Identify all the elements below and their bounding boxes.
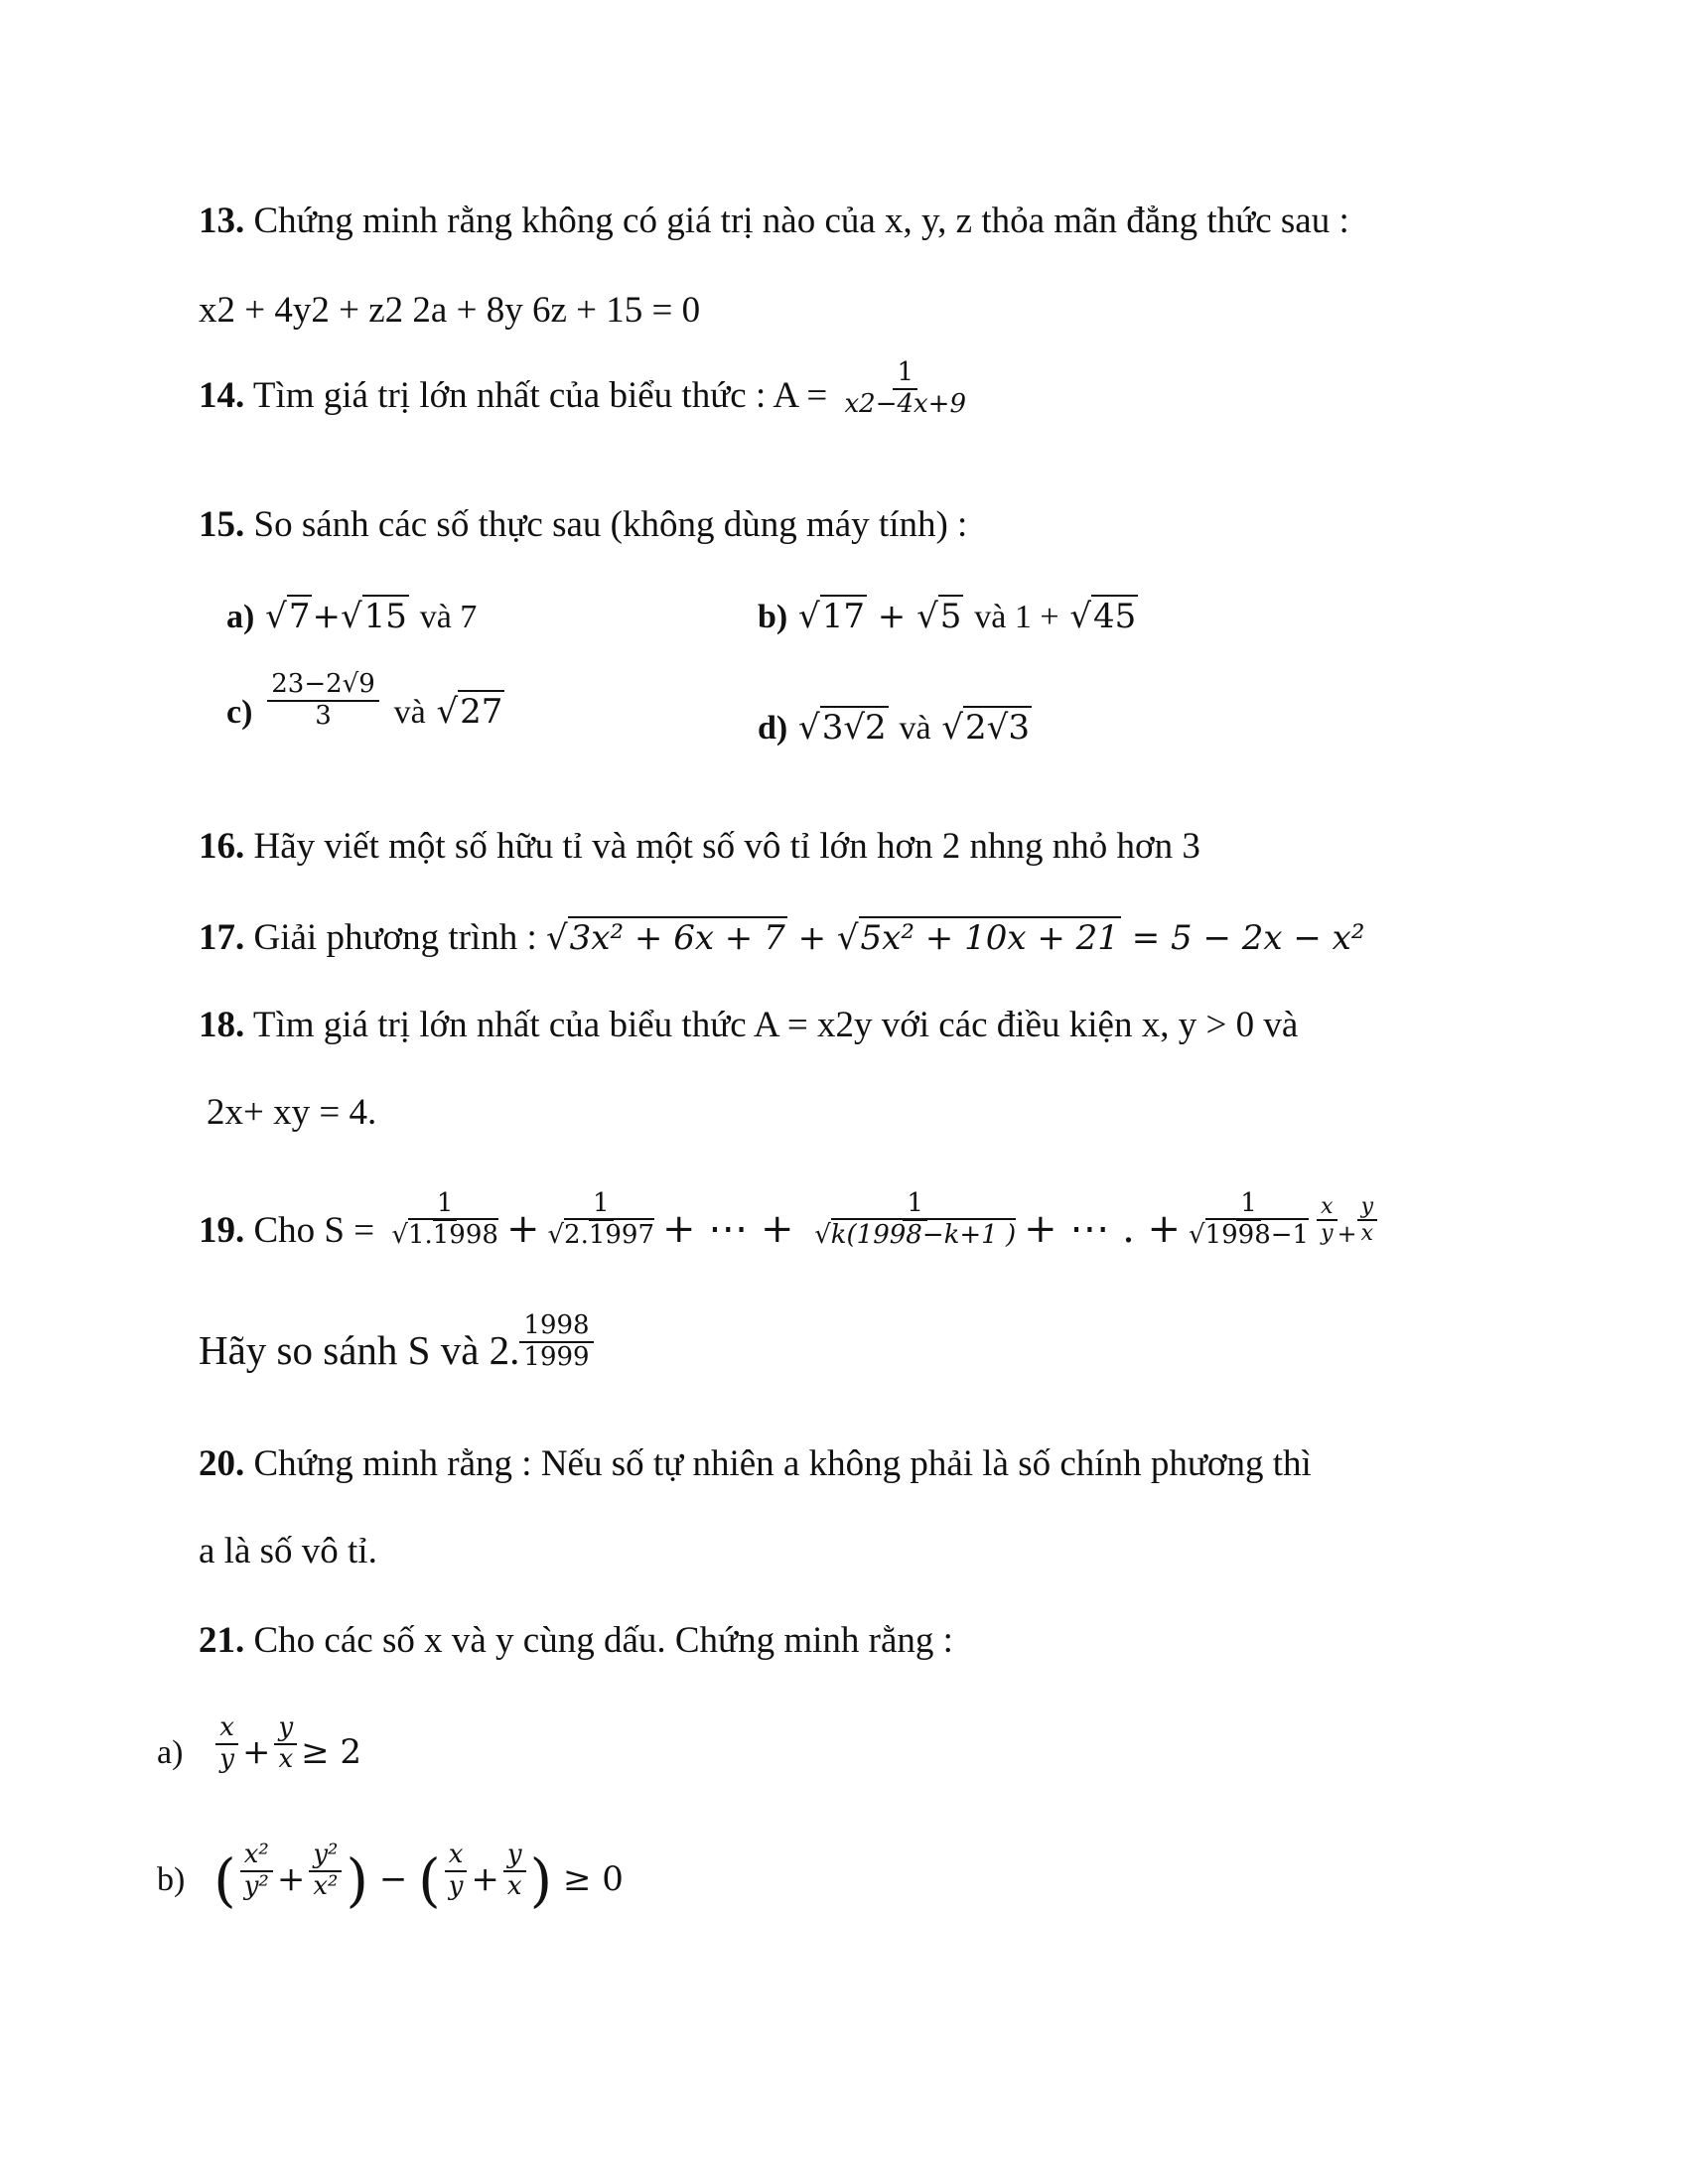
numerator: 1 <box>893 358 917 390</box>
denominator: x2−4x+9 <box>844 388 967 419</box>
sqrt: √5 <box>916 597 962 636</box>
problem-text: Chứng minh rằng không có giá trị nào của x, y, z thỏa mãn đẳng thức sau : <box>253 201 1349 241</box>
ellipsis: + ⋯ . + <box>1024 1206 1182 1252</box>
problem-text: Cho các số x và y cùng dấu. Chứng minh rằng : <box>253 1620 953 1661</box>
radicand: 15 <box>363 597 407 636</box>
denominator: x <box>506 1870 522 1901</box>
problem-number: 17. <box>199 917 245 958</box>
close-paren: ) <box>346 1846 369 1914</box>
numerator: 23−2√9 <box>267 670 379 702</box>
problem-15b <box>758 597 1138 636</box>
fraction <box>1357 1194 1377 1247</box>
radicand: 45 <box>1092 597 1137 636</box>
fraction <box>1185 1189 1313 1251</box>
problem-18 <box>199 1007 1298 1043</box>
problem-text: Giải phương trình : <box>253 917 537 958</box>
problem-16 <box>199 828 1200 865</box>
problem-17 <box>199 919 1364 956</box>
fraction <box>387 1189 502 1251</box>
ellipsis: + ⋯ + <box>662 1206 794 1252</box>
problem-number: 18. <box>199 1005 245 1045</box>
numerator: y² <box>309 1841 342 1872</box>
denominator: y <box>219 1743 234 1774</box>
minus-sign: − <box>378 1858 408 1899</box>
problem-21b <box>157 1840 624 1914</box>
plus-sign: + <box>471 1858 499 1899</box>
radicand: 3√2 <box>821 708 887 748</box>
numerator: 1998 <box>519 1311 593 1343</box>
plus-sign: + <box>877 597 907 636</box>
sqrt: √2√3 <box>941 708 1030 748</box>
sqrt: √7 <box>265 597 311 636</box>
radicand: 27 <box>460 692 503 732</box>
relation: ≥ 2 <box>301 1731 362 1772</box>
problem-number: 13. <box>199 201 245 241</box>
denominator: x <box>278 1743 294 1774</box>
numerator: x <box>215 1713 238 1745</box>
item-label: a) <box>226 599 255 635</box>
problem-19 <box>199 1188 1377 1252</box>
denominator: x² <box>313 1870 339 1901</box>
fraction <box>267 670 379 732</box>
plus-sign: + <box>1336 1220 1357 1248</box>
problem-21 <box>199 1622 953 1659</box>
fraction <box>274 1713 297 1775</box>
equals-sign: = <box>806 375 828 416</box>
compare-text: và <box>899 710 931 747</box>
problem-text: Hãy viết một số hữu tỉ và một số vô tỉ lớn hơn 2 nhng nhỏ hơn 3 <box>253 826 1200 867</box>
problem-number: 14. <box>199 375 245 416</box>
radicand: 2√3 <box>965 708 1030 748</box>
denominator: √k(1998−k+1 ) <box>814 1220 1017 1250</box>
problem-19-compare <box>199 1309 594 1373</box>
fraction <box>543 1189 658 1251</box>
radicand: 1998−1 <box>1204 1220 1310 1250</box>
numerator: x <box>445 1841 468 1872</box>
problem-text: Tìm giá trị lớn nhất của biểu thức : A <box>252 375 798 416</box>
problem-20 <box>199 1445 1312 1482</box>
fraction <box>519 1311 593 1373</box>
fraction <box>840 358 970 420</box>
plus-sign: + <box>505 1206 540 1252</box>
close-paren: ) <box>529 1846 553 1914</box>
fraction <box>309 1841 342 1902</box>
denominator: x <box>1360 1221 1374 1246</box>
plus-sign: + <box>797 918 827 958</box>
problem-15a <box>226 597 478 636</box>
open-paren: ( <box>418 1846 441 1914</box>
numerator: x <box>1317 1194 1336 1221</box>
problem-18-continued: 2x+ xy = 4. <box>207 1092 377 1133</box>
radicand: k(1998−k+1 ) <box>830 1220 1017 1250</box>
denominator: 1999 <box>523 1341 590 1372</box>
compare-text: và 7 <box>419 599 478 635</box>
fraction <box>215 1713 238 1775</box>
radicand: 17 <box>821 597 865 636</box>
problem-number: 21. <box>199 1620 245 1661</box>
numerator: y <box>274 1713 297 1745</box>
sqrt: √3x² + 6x + 7 <box>545 918 785 958</box>
fraction <box>240 1841 273 1902</box>
problem-number: 19. <box>199 1210 245 1251</box>
sqrt: √27 <box>436 692 503 732</box>
denominator: 3 <box>315 701 332 731</box>
denominator: √1.1998 <box>391 1220 498 1250</box>
fraction <box>503 1841 526 1902</box>
compare-text: và <box>393 694 426 731</box>
problem-15c <box>226 669 504 732</box>
fraction <box>445 1841 468 1902</box>
compare-text: Hãy so sánh S và 2. <box>199 1327 520 1373</box>
compare-text: và 1 + <box>974 599 1059 635</box>
problem-text: Chứng minh rằng : Nếu số tự nhiên a không phải là số chính phương thì <box>253 1443 1312 1484</box>
numerator: x² <box>240 1841 273 1872</box>
denominator: y² <box>243 1870 269 1901</box>
numerator: 1 <box>589 1189 614 1221</box>
fraction <box>1317 1194 1336 1247</box>
item-label: d) <box>758 710 788 747</box>
sqrt: √45 <box>1069 597 1137 636</box>
sqrt: √3√2 <box>798 708 887 748</box>
problem-text: So sánh các số thực sau (không dùng máy tính) : <box>253 504 968 545</box>
problem-text: Cho S = <box>253 1210 375 1251</box>
plus-sign: + <box>241 1731 271 1772</box>
plus-sign: + <box>276 1858 306 1899</box>
item-label: b) <box>758 599 788 635</box>
radicand: 5 <box>939 597 962 636</box>
problem-text: Tìm giá trị lớn nhất của biểu thức A = x2y với các điều kiện x, y > 0 và <box>252 1005 1299 1045</box>
problem-13-equation: x2 + 4y2 + z2 2a + 8y 6z + 15 = 0 <box>199 290 701 331</box>
fraction <box>810 1189 1020 1251</box>
denominator: √2.1997 <box>547 1220 655 1250</box>
item-label: b) <box>157 1860 186 1898</box>
item-label: a) <box>157 1733 184 1771</box>
denominator: √1998−1 <box>1189 1220 1310 1250</box>
numerator: 1 <box>1236 1189 1261 1221</box>
sqrt: √17 <box>798 597 865 636</box>
radicand: 1.1998 <box>407 1220 498 1250</box>
radicand: 7 <box>288 597 311 636</box>
numerator: y <box>1357 1194 1377 1221</box>
numerator: y <box>503 1841 526 1872</box>
problem-number: 15. <box>199 504 245 545</box>
problem-21a <box>157 1712 362 1775</box>
denominator: y <box>448 1870 464 1901</box>
relation: ≥ 0 <box>562 1858 624 1899</box>
right-hand-side: = 5 − 2x − x² <box>1131 918 1365 958</box>
radicand: 3x² + 6x + 7 <box>569 918 785 958</box>
problem-number: 20. <box>199 1443 245 1484</box>
problem-20-continued: a là số vô tỉ. <box>199 1531 377 1571</box>
numerator: 1 <box>903 1189 927 1221</box>
problem-15d <box>758 708 1032 748</box>
sqrt: √5x² + 10x + 21 <box>836 918 1119 958</box>
radicand: 2.1997 <box>564 1220 655 1250</box>
radicand: 5x² + 10x + 21 <box>860 918 1119 958</box>
problem-number: 16. <box>199 826 245 867</box>
problem-14 <box>199 356 974 419</box>
problem-13 <box>199 203 1349 239</box>
plus-sign: + <box>312 597 341 636</box>
problem-15 <box>199 506 967 543</box>
numerator: 1 <box>433 1189 458 1221</box>
item-label: c) <box>226 694 253 731</box>
denominator: y <box>1321 1221 1334 1246</box>
sqrt: √15 <box>340 597 407 636</box>
open-paren: ( <box>213 1846 236 1914</box>
